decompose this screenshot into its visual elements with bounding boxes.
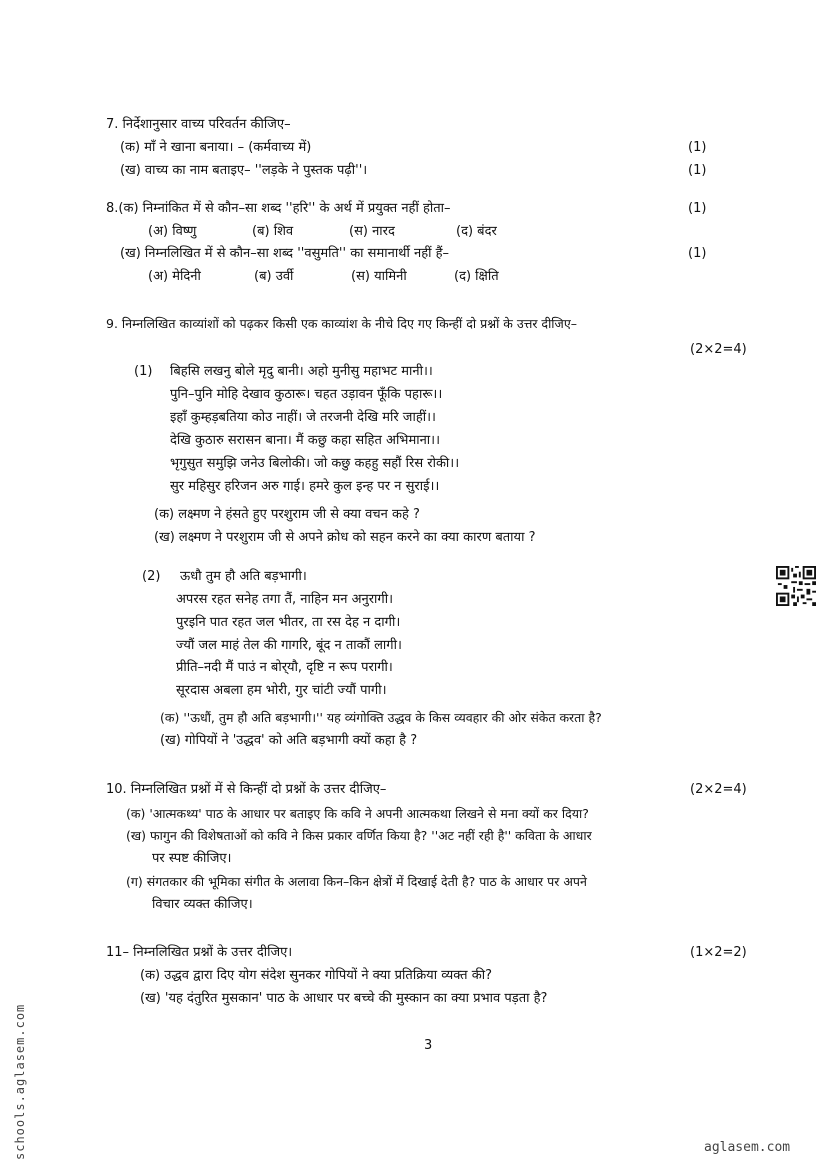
verse-line: सुर महिसुर हरिजन अरु गाई। हमरे कुल इन्ह पर न सुराई।। bbox=[170, 479, 440, 494]
q9-title: 9. निम्नलिखित काव्यांशों को पढ़कर किसी एक काव्यांश के नीचे दिए गए किन्हीं दो प्रश्नों के उत्तर दीजिए– bbox=[106, 316, 577, 331]
verse-line: बिहसि लखनु बोले मृदु बानी। अहो मुनीसु महाभट मानी।। bbox=[170, 364, 433, 379]
option: (स) नारद bbox=[349, 224, 395, 239]
verse-line: पुनि–पुनि मोहि देखाव कुठारू। चहत उड़ावन फूँकि पहारू।। bbox=[170, 387, 443, 402]
q11-part-b: (ख) 'यह दंतुरित मुसकान' पाठ के आधार पर बच्चे की मुस्कान का क्या प्रभाव पड़ता है? bbox=[140, 991, 548, 1006]
option: (द) क्षिति bbox=[454, 269, 499, 284]
q9-passage2-label: (2) bbox=[142, 569, 161, 584]
option: (अ) विष्णु bbox=[148, 224, 197, 239]
q9-p1-question-a: (क) लक्ष्मण ने हंसते हुए परशुराम जी से क्या वचन कहे ? bbox=[154, 507, 420, 522]
side-watermark: schools.aglasem.com bbox=[13, 1003, 27, 1160]
option: (द) बंदर bbox=[456, 224, 497, 239]
q8-b-marks: (1) bbox=[688, 246, 707, 261]
verse-line: भृगुसुत समुझि जनेउ बिलोकी। जो कछु कहहु सहौं रिस रोकी।। bbox=[170, 456, 460, 471]
verse-line: प्रीति–नदी मैं पाउं न बोर्‌यौ, दृष्टि न रूप परागी। bbox=[176, 660, 393, 675]
q9-p2-question-a: (क) ''ऊधौं, तुम हौ अति बड़भागी।'' यह व्यंगोक्ति उद्धव के किस व्यवहार की ओर संकेत करता है? bbox=[160, 710, 602, 725]
q9-p2-question-b: (ख) गोपियों ने 'उद्धव' को अति बड़भागी क्यों कहा है ? bbox=[160, 733, 418, 748]
q9-p1-question-b: (ख) लक्ष्मण ने परशुराम जी से अपने क्रोध को सहन करने का क्या कारण बताया ? bbox=[154, 530, 536, 545]
verse-line: सूरदास अबला हम भोरी, गुर चांटी ज्यौं पागी। bbox=[176, 683, 387, 698]
verse-line: देखि कुठारु सरासन बाना। मैं कछु कहा सहित अभिमाना।। bbox=[170, 433, 441, 448]
q8-part-a: 8.(क) निम्नांकित में से कौन–सा शब्द ''हरि'' के अर्थ में प्रयुक्त नहीं होता– bbox=[106, 201, 451, 216]
page-number: 3 bbox=[424, 1038, 433, 1053]
q11-part-a: (क) उद्धव द्वारा दिए योग संदेश सुनकर गोपियों ने क्या प्रतिक्रिया व्यक्त की? bbox=[140, 968, 492, 983]
q9-passage1-label: (1) bbox=[134, 364, 153, 379]
q8-a-marks: (1) bbox=[688, 201, 707, 216]
q8-b-options bbox=[148, 269, 499, 285]
q10-title: 10. निम्नलिखित प्रश्नों में से किन्हीं दो प्रश्नों के उत्तर दीजिए– bbox=[106, 782, 387, 797]
option: (स) यामिनी bbox=[351, 269, 407, 284]
q8-part-b: (ख) निम्नलिखित में से कौन–सा शब्द ''वसुमति'' का समानार्थी नहीं हैं– bbox=[120, 246, 450, 261]
footer-watermark: aglasem.com bbox=[704, 1140, 791, 1155]
q7-part-a: (क) माँ ने खाना बनाया। – (कर्मवाच्य में) bbox=[120, 140, 312, 155]
q7-title: 7. निर्देशानुसार वाच्य परिवर्तन कीजिए– bbox=[106, 117, 291, 132]
q9-marks: (2×2=4) bbox=[690, 342, 747, 357]
verse-line: ज्यौं जल माहं तेल की गागरि, बूंद न ताकौं लागी। bbox=[176, 638, 402, 653]
q10-part-a: (क) 'आत्मकथ्य' पाठ के आधार पर बताइए कि कवि ने अपनी आत्मकथा लिखने से मना क्यों कर दिया? bbox=[126, 806, 589, 821]
q7-a-marks: (1) bbox=[688, 140, 707, 155]
q8-a-options bbox=[148, 224, 497, 240]
q10-marks: (2×2=4) bbox=[690, 782, 747, 797]
verse-line: अपरस रहत सनेह तगा तैं, नाहिन मन अनुरागी। bbox=[176, 592, 394, 607]
option: (ब) उर्वी bbox=[254, 269, 294, 284]
verse-line: ऊधौ तुम हौ अति बड़भागी। bbox=[180, 569, 307, 584]
q11-title: 11– निम्नलिखित प्रश्नों के उत्तर दीजिए। bbox=[106, 945, 293, 960]
option: (ब) शिव bbox=[252, 224, 294, 239]
q7-part-b: (ख) वाच्य का नाम बताइए– ''लड़के ने पुस्तक पढ़ी''। bbox=[120, 163, 368, 178]
q10-part-c-line2: विचार व्यक्त कीजिए। bbox=[152, 897, 253, 912]
option: (अ) मेदिनी bbox=[148, 269, 201, 284]
q11-marks: (1×2=2) bbox=[690, 945, 747, 960]
q10-part-b-line2: पर स्पष्ट कीजिए। bbox=[152, 851, 232, 866]
qr-code-icon bbox=[776, 566, 816, 606]
verse-line: पुरइनि पात रहत जल भीतर, ता रस देह न दागी। bbox=[176, 615, 401, 630]
verse-line: इहाँ कुम्हड़बतिया कोउ नाहीं। जे तरजनी देखि मरि जाहीं।। bbox=[170, 410, 436, 425]
q10-part-b-line1: (ख) फागुन की विशेषताओं को कवि ने किस प्रकार वर्णित किया है? ''अट नहीं रही है'' कविता के आधार bbox=[126, 828, 592, 843]
q10-part-c-line1: (ग) संगतकार की भूमिका संगीत के अलावा किन–किन क्षेत्रों में दिखाई देती है? पाठ के आधार पर अपने bbox=[126, 874, 587, 889]
q7-b-marks: (1) bbox=[688, 163, 707, 178]
